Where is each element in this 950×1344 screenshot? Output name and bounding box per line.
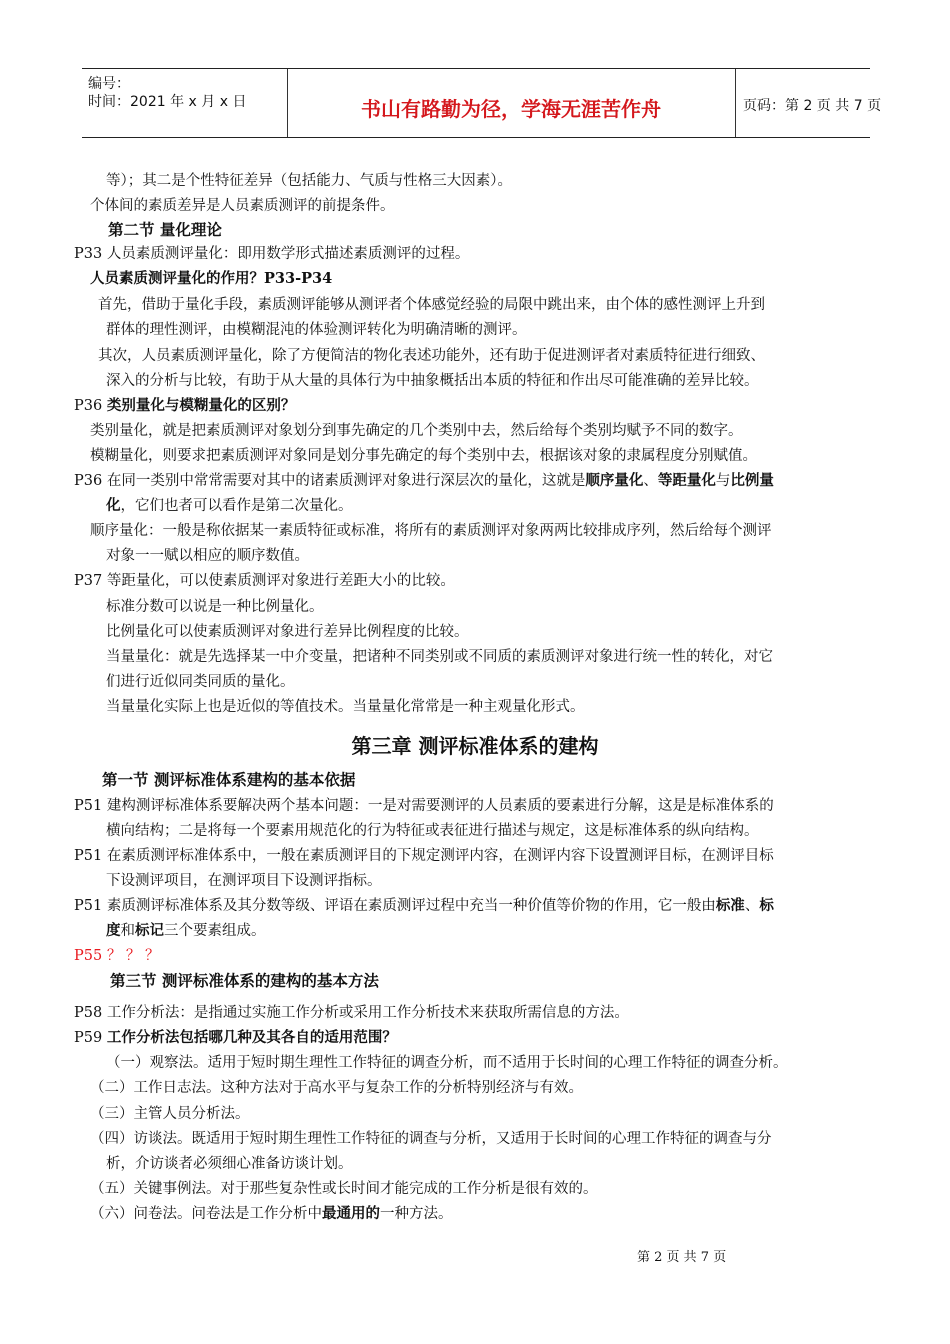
text-run: P36 在同一类别中常常需要对其中的诸素质测评对象进行深层次的量化，这就是 bbox=[74, 473, 586, 489]
page-ref: P59 bbox=[74, 1030, 107, 1046]
header-page-number: 页码：第 2 页 共 7 页 bbox=[743, 98, 882, 114]
page-footer: 第 2 页 共 7 页 bbox=[637, 1250, 727, 1265]
text-line: 模糊量化，则要求把素质测评对象同是划分事先确定的每个类别中去，根据该对象的隶属程度分别赋值。 bbox=[90, 448, 757, 464]
header-motto-cell bbox=[287, 69, 736, 137]
text-line: 其次，人员素质测评量化，除了方便简洁的物化表述功能外，还有助于促进测评者对素质特征进行细致、 bbox=[98, 348, 765, 364]
bold-term: 标 bbox=[759, 897, 774, 914]
question-text: 类别量化与模糊量化的区别？ bbox=[106, 397, 296, 414]
section-heading: 第二节 量化理论 bbox=[108, 220, 222, 239]
text-line: 个体间的素质差异是人员素质测评的前提条件。 bbox=[90, 198, 395, 214]
text-line: 对象一一赋以相应的顺序数值。 bbox=[106, 548, 309, 564]
list-item-continuation: 析，介访谈者必须细心准备访谈计划。 bbox=[106, 1156, 353, 1172]
list-item: （四）访谈法。既适用于短时期生理性工作特征的调查与分析，又适用于长时间的心理工作特征的调查与分 bbox=[90, 1131, 772, 1147]
list-item bbox=[90, 1204, 453, 1224]
text-line: P37 等距量化，可以使素质测评对象进行差距大小的比较。 bbox=[74, 573, 455, 589]
list-item: （三）主管人员分析法。 bbox=[90, 1106, 250, 1122]
text-line: 类别量化，就是把素质测评对象划分到事先确定的几个类别中去，然后给每个类别均赋予不同的数字。 bbox=[90, 423, 743, 439]
text-line: 标准分数可以说是一种比例量化。 bbox=[106, 599, 324, 615]
text-line: 首先，借助于量化手段，素质测评能够从测评者个体感觉经验的局限中跳出来，由个体的感性测评上升到 bbox=[98, 297, 765, 313]
bold-term: 度 bbox=[106, 922, 121, 939]
text-run: （六）问卷法。问卷法是工作分析中 bbox=[90, 1206, 322, 1222]
text-run: P51 素质测评标准体系及其分数等级、评语在素质测评过程中充当一种价值等价物的作用，它一般由 bbox=[74, 898, 716, 914]
text-line: 横向结构；二是将每一个要素用规范化的行为特征或表征进行描述与规定，这是标准体系的纵向结构。 bbox=[106, 823, 759, 839]
number-label: 编号： bbox=[88, 76, 130, 92]
question-heading: 人员素质测评量化的作用？P33-P34 bbox=[90, 270, 333, 287]
list-item: （二）工作日志法。这种方法对于高水平与复杂工作的分析特别经济与有效。 bbox=[90, 1080, 583, 1096]
text-run: 与 bbox=[715, 473, 731, 489]
text-line: 当量量化实际上也是近似的等值技术。当量量化常常是一种主观量化形式。 bbox=[106, 699, 585, 715]
pending-note: P55 ？ ？ ？ bbox=[74, 948, 160, 964]
text-line bbox=[74, 471, 774, 491]
header-info-cell bbox=[82, 69, 288, 137]
text-run: 、 bbox=[643, 473, 658, 489]
text-run: 一种方法。 bbox=[380, 1206, 453, 1222]
text-line: 们进行近似同类同质的量化。 bbox=[106, 674, 295, 690]
text-line: 当量量化：就是先选择某一中介变量，把诸种不同类别或不同质的素质测评对象进行统一性的转化，对它 bbox=[106, 649, 773, 665]
bold-term: 标准 bbox=[715, 897, 745, 914]
bold-term: 顺序量化 bbox=[585, 472, 644, 489]
text-line: 深入的分析与比较，有助于从大量的具体行为中抽象概括出本质的特征和作出尽可能准确的差异比较。 bbox=[106, 373, 759, 389]
header-page-cell bbox=[735, 69, 882, 137]
text-line bbox=[74, 896, 774, 916]
list-item: （一）观察法。适用于短时期生理性工作特征的调查分析，而不适用于长时间的心理工作特征的调查分析。 bbox=[106, 1055, 788, 1071]
text-line: P51 建构测评标准体系要解决两个基本问题：一是对需要测评的人员素质的要素进行分解，这是是标准体系的 bbox=[74, 798, 774, 814]
section-heading: 第三节 测评标准体系的建构的基本方法 bbox=[110, 971, 379, 990]
chapter-title: 第三章 测评标准体系的建构 bbox=[351, 734, 599, 758]
bold-term: 等距量化 bbox=[657, 472, 716, 489]
text-line bbox=[106, 921, 266, 941]
text-line: 群体的理性测评，由模糊混沌的体验测评转化为明确清晰的测评。 bbox=[106, 322, 527, 338]
text-line: 比例量化可以使素质测评对象进行差异比例程度的比较。 bbox=[106, 624, 469, 640]
text-line: 下设测评项目，在测评项目下设测评指标。 bbox=[106, 873, 382, 889]
text-run: 三个要素组成。 bbox=[164, 923, 266, 939]
page-header bbox=[82, 68, 882, 138]
text-line: 顺序量化：一般是称依据某一素质特征或标准，将所有的素质测评对象两两比较排成序列，然后给每个测评 bbox=[90, 523, 772, 539]
question-heading bbox=[74, 396, 295, 416]
question-heading bbox=[74, 1028, 397, 1048]
text-line: 等）；其二是个性特征差异（包括能力、气质与性格三大因素）。 bbox=[106, 173, 512, 189]
text-run: ，它们也者可以看作是第二次量化。 bbox=[120, 498, 353, 514]
header-motto: 书山有路勤为径，学海无涯苦作舟 bbox=[361, 97, 661, 121]
text-line: P33 人员素质测评量化：即用数学形式描述素质测评的过程。 bbox=[74, 246, 470, 262]
date-label: 时间：2021 年 x 月 x 日 bbox=[88, 94, 247, 110]
bold-term: 标记 bbox=[135, 922, 164, 939]
list-item: （五）关键事例法。对于那些复杂性或长时间才能完成的工作分析是很有效的。 bbox=[90, 1181, 598, 1197]
bold-term: 化 bbox=[106, 497, 121, 514]
bold-term: 比例量 bbox=[730, 472, 774, 489]
text-line: P58 工作分析法：是指通过实施工作分析或采用工作分析技术来获取所需信息的方法。 bbox=[74, 1005, 629, 1021]
bold-term: 最通用的 bbox=[322, 1205, 380, 1222]
text-run: 、 bbox=[744, 898, 760, 914]
text-run: 和 bbox=[120, 923, 135, 939]
text-line: P51 在素质测评标准体系中，一般在素质测评目的下规定测评内容，在测评内容下设置测评目标，在测评目标 bbox=[74, 848, 774, 864]
page-ref: P36 bbox=[74, 398, 107, 414]
question-text: 工作分析法包括哪几种及其各自的适用范围？ bbox=[106, 1029, 397, 1046]
text-line bbox=[106, 496, 353, 516]
section-heading: 第一节 测评标准体系建构的基本依据 bbox=[102, 770, 356, 789]
